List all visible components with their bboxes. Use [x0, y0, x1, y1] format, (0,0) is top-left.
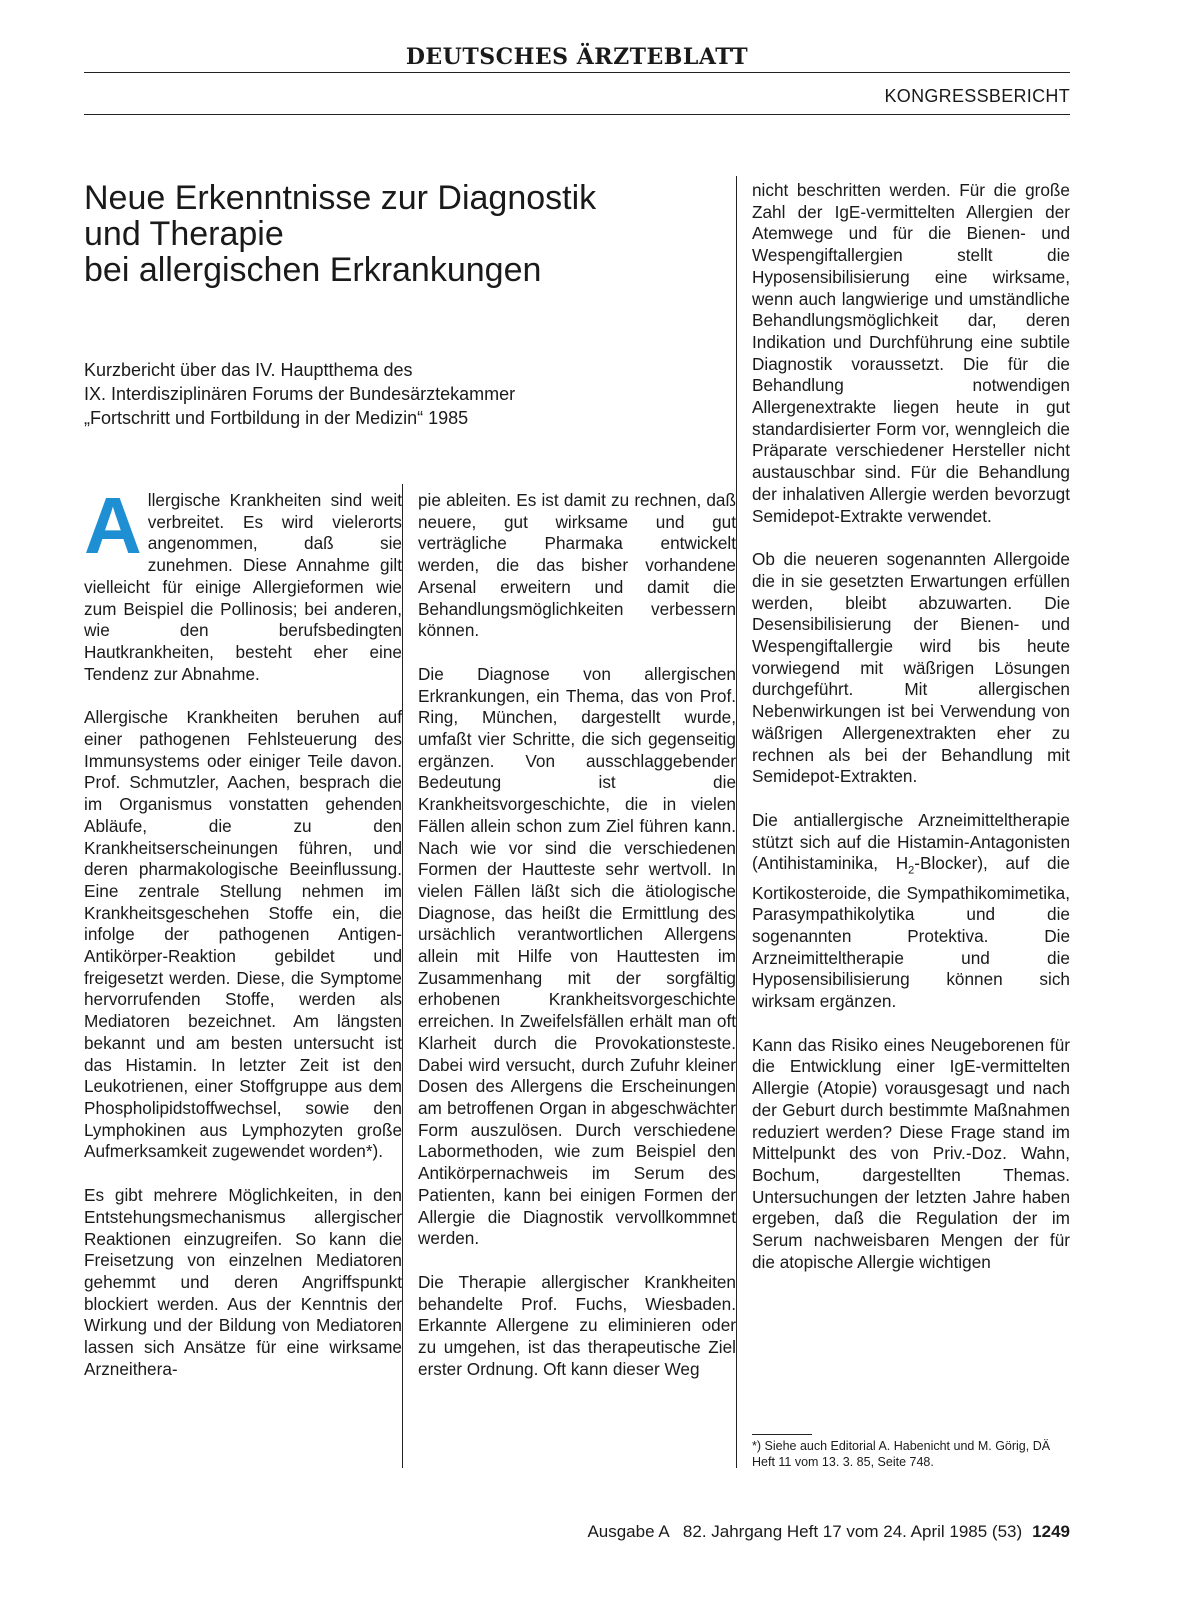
text-column-2: [418, 490, 736, 1402]
subtitle-line: „Fortschritt und Fortbildung in der Medizin“ 1985: [84, 408, 469, 428]
footnote: *) Siehe auch Editorial A. Habenicht und M. Görig, DÄ Heft 11 vom 13. 3. 85, Seite 748.: [752, 1439, 1051, 1469]
subtitle-line: Kurzbericht über das IV. Hauptthema des: [84, 360, 413, 380]
title-line: bei allergischen Erkrankungen: [84, 251, 542, 289]
page-number: 1249: [1032, 1522, 1070, 1541]
page-footer: [587, 1522, 1070, 1542]
column-divider: [736, 176, 737, 1468]
section-rule: [84, 114, 1070, 115]
section-label: KONGRESSBERICHT: [884, 86, 1070, 106]
subtitle-line: IX. Interdisziplinären Forums der Bundesärztekammer: [84, 384, 516, 404]
masthead: DEUTSCHES ÄRZTEBLATT: [405, 44, 749, 70]
paragraph: Ob die neueren sogenannten Allergoide die in sie gesetzten Erwartungen erfüllen werden, bleibt abzuwarten. Die Desensibilisierung der Bienen- und Wespengiftallergie wird bis heute vorwiegend mit wäßrigen Lösungen durchgeführt. Mit allergischen Nebenwirkungen ist bei Verwendung von wäßrigen Allergenextrakten eher zu rechnen als bei der Behandlung mit Semidepot-Extrakten.: [752, 549, 1070, 787]
paragraph: Kann das Risiko eines Neugeborenen für die Entwicklung einer IgE-vermittelten Allergie (Atopie) vorausgesagt und nach der Geburt durch bestimmte Maßnahmen reduziert werden? Diese Frage stand im Mittelpunkt des von Priv.-Doz. Wahn, Bochum, dargestellten Themas. Untersuchungen der letzten Jahre haben ergeben, daß die Regulation der im Serum nachweisbaren Mengen der für die atopische Allergie wichtigen: [752, 1034, 1070, 1272]
paragraph: Die Therapie allergischer Krankheiten behandelte Prof. Fuchs, Wiesbaden. Erkannte Allergene zu eliminieren oder zu umgehen, ist das therapeutische Ziel erster Ordnung. Oft kann dieser Weg: [418, 1271, 736, 1379]
paragraph: pie ableiten. Es ist damit zu rechnen, daß neuere, gut wirksame und gut verträgliche Pharmaka entwickelt werden, die das bisher vorhandene Arsenal erweitern und damit die Behandlungsmöglichkeiten verbessern können.: [418, 490, 736, 641]
article-subtitle: [84, 358, 724, 430]
drop-cap: A: [84, 481, 142, 570]
text-column-3: [752, 180, 1070, 1295]
paragraph-text: Die antiallergische Arzneimitteltherapie stützt sich auf die Histamin-Antagonisten (Antihistaminika, H: [752, 809, 1070, 874]
article-title: [84, 180, 704, 288]
paragraph: [752, 810, 1070, 1013]
text-column-1: [84, 481, 402, 1402]
subscript: 2: [908, 864, 915, 877]
paragraph: nicht beschritten werden. Für die große Zahl der IgE-vermittelten Allergien der Atemwege und für die Bienen- und Wespengiftallergien stellt die Hyposensibilisierung eine wirksame, wenn auch langwierige und umständliche Behandlungsmöglichkeit dar, deren Indikation und Durchführung eine subtile Diagnostik voraussetzt. Die für die Behandlung notwendigen Allergenextrakte liegen heute in gut standardisierter Form vor, wenngleich die Präparate verschiedener Hersteller nicht austauschbar sind. Für die Behandlung der inhalativen Allergie werden bevorzugt Semidepot-Extrakte verwendet.: [752, 180, 1070, 526]
paragraph-text: llergische Krankheiten sind weit verbreitet. Es wird vielerorts angenommen, daß sie zunehmen. Diese Annahme gilt vielleicht für einige Allergieformen wie zum Beispiel die Pollinosis; bei anderen, wie den berufsbedingten Hautkrankheiten, besteht eher eine Tendenz zur Abnahme.: [84, 490, 402, 684]
paragraph-text: -Blocker), auf die Kortikosteroide, die Sympathikomimetika, Parasympathikolytika und die sogenannten Protektiva. Die Arzneimitteltherapie und die Hyposensibilisierung können sich wirksam ergänzen.: [752, 853, 1070, 1012]
paragraph: Die Diagnose von allergischen Erkrankungen, ein Thema, das von Prof. Ring, München, dargestellt wurde, umfaßt vier Schritte, die sich gegenseitig ergänzen. Von ausschlaggebender Bedeutung ist die Krankheitsvorgeschichte, die in vielen Fällen allein schon zum Ziel führen kann. Nach wie vor sind die verschiedenen Formen der Hautteste sehr wertvoll. In vielen Fällen läßt sich die ätiologische Diagnose, das heißt die Ermittlung des ursächlich verantwortlichen Allergens allein mit Hilfe von Hauttesten im Zusammenhang mit der sorgfältig erhobenen Krankheitsvorgeschichte erreichen. In Zweifelsfällen erhält man oft Klarheit durch die Provokationsteste. Dabei wird versucht, durch Zufuhr kleiner Dosen des Allergens die Erscheinungen am betroffenen Organ in abgeschwächter Form auszulösen. Durch verschiedene Labormethoden, wie zum Beispiel den Antikörpernachweis im Serum des Patienten, kann bei einigen Formen der Allergie die Diagnostik vervollkommnet werden.: [418, 663, 736, 1249]
column-divider: [402, 484, 403, 1468]
title-line: Neue Erkenntnisse zur Diagnostik: [84, 179, 597, 217]
footnote-rule: [752, 1434, 812, 1435]
title-line: und Therapie: [84, 215, 284, 253]
masthead-rule: [84, 72, 1070, 73]
paragraph: Es gibt mehrere Möglichkeiten, in den Entstehungsmechanismus allergischer Reaktionen einzugreifen. So kann die Freisetzung von einzelnen Mediatoren gehemmt und deren Angriffspunkt blockiert werden. Aus der Kenntnis der Wirkung und der Bildung von Mediatoren lassen sich Ansätze für eine wirksame Arzneithera-: [84, 1185, 402, 1379]
issue-info: Ausgabe A 82. Jahrgang Heft 17 vom 24. April 1985 (53): [587, 1522, 1023, 1541]
paragraph: [84, 481, 402, 685]
paragraph: Allergische Krankheiten beruhen auf einer pathogenen Fehlsteuerung des Immunsystems oder einiger Teile davon. Prof. Schmutzler, Aachen, besprach die im Organismus vonstatten gehenden Abläufe, die zu den Krankheitserscheinungen führen, und deren pharmakologische Beeinflussung. Eine zentrale Stellung nehmen im Krankheitsgeschehen Stoffe ein, die infolge der pathogenen Antigen-Antikörper-Reaktion gebildet und freigesetzt werden. Diese, die Symptome hervorrufenden Stoffe, werden als Mediatoren bezeichnet. Am längsten bekannt und am besten untersucht ist das Histamin. In letzter Zeit ist den Leukotrienen, einer Stoffgruppe aus dem Phospholipidstoffwechsel, sowie den Lymphokinen aus Lymphozyten große Aufmerksamkeit zugewendet worden*).: [84, 707, 402, 1162]
